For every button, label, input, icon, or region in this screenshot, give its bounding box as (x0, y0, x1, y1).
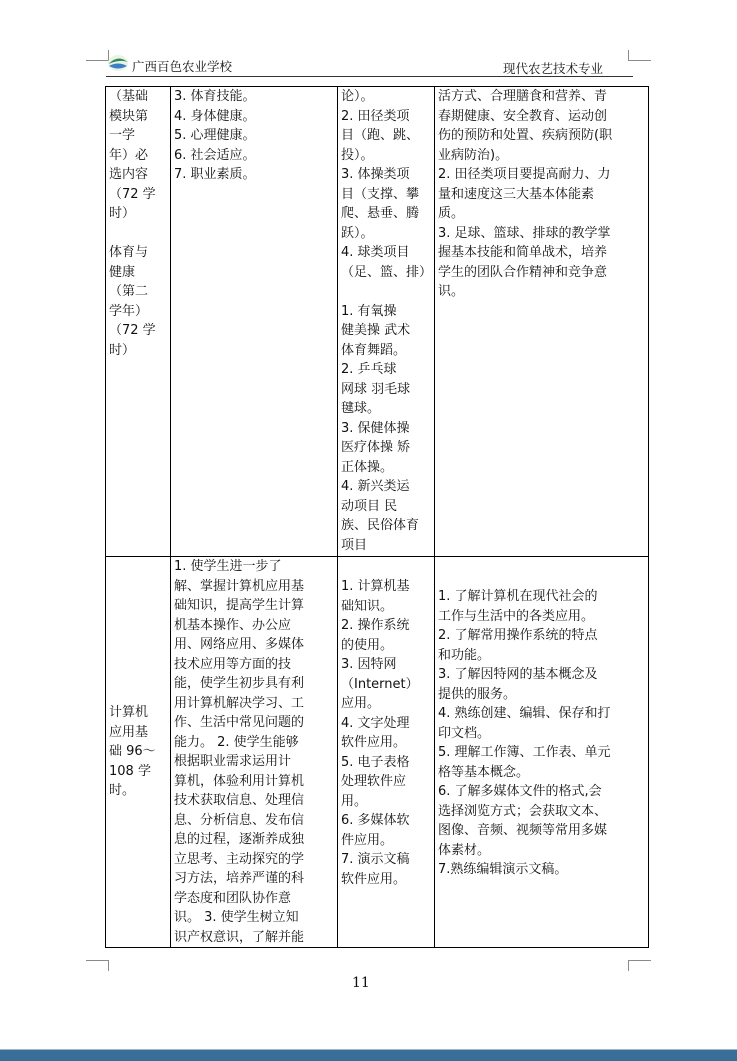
text-line: 6. 多媒体软 (341, 813, 410, 828)
text-line: 息、分析信息、发布信 (174, 812, 305, 828)
text-line: 模块第 (109, 108, 149, 124)
text-line: 格等基本概念。 (438, 764, 530, 780)
text-line: 目（跑、跳、 (341, 128, 420, 143)
text-line: 础知识，提高学生计算 (174, 598, 305, 613)
course-cell (106, 557, 171, 948)
text-line: 用、网络应用、多媒体 (174, 637, 305, 652)
text-line: 医疗体操 矫 (341, 440, 411, 455)
goals-cell (171, 87, 338, 557)
text-line: 算机，体验利用计算机 (174, 773, 305, 789)
text-line: 学态度和团队协作意 (174, 890, 292, 906)
curriculum-table (105, 86, 649, 948)
text-line: 5. 心理健康。 (174, 128, 256, 143)
text-line: 息的过程，逐渐养成独 (174, 832, 305, 847)
crop-mark-bottom-left (86, 960, 109, 971)
text-line: 时） (109, 206, 136, 221)
text-line: 4. 身体健康。 (174, 108, 256, 124)
text-line: 7. 演示文稿 (341, 852, 410, 867)
course-list (109, 87, 167, 360)
course-list (109, 703, 167, 801)
text-line: 4. 文字处理 (341, 715, 410, 731)
text-line: 解、掌握计算机应用基 (174, 578, 305, 594)
text-line: 伤的预防和处置、疾病预防(职 (438, 128, 613, 143)
text-line: 健美操 武术 (341, 323, 411, 338)
text-line: （72 学 (109, 323, 156, 338)
text-line: 学年） (109, 303, 149, 319)
text-line: 应用。 (341, 696, 381, 711)
text-line: 动项目 民 (341, 498, 398, 514)
text-line: 软件应用。 (341, 871, 407, 887)
text-line: 3. 保健体操 (341, 420, 410, 436)
text-line: （足、篮、排） (341, 264, 433, 280)
text-line: 一学 (109, 128, 136, 143)
text-line: 和功能。 (438, 647, 491, 663)
text-line: 习方法，培养严谨的科 (174, 871, 305, 886)
text-line: 健康 (109, 264, 136, 280)
text-line: 1. 了解计算机在现代社会的 (438, 589, 598, 604)
text-line: 体素材。 (438, 842, 491, 858)
text-line: 用计算机解决学习、工 (174, 695, 305, 711)
text-line: 量和速度这三大基本体能素 (438, 186, 595, 202)
text-line: 1. 有氧操 (341, 303, 397, 319)
text-line: 网球 羽毛球 (341, 381, 411, 397)
text-line: 108 学 (109, 763, 151, 779)
course-cell (106, 87, 171, 557)
text-line: 图像、音频、视频等常用多媒 (438, 823, 608, 838)
requirements-list (438, 557, 645, 880)
text-line: 础知识。 (341, 598, 394, 614)
text-line: 1. 计算机基 (341, 579, 410, 594)
text-line: 项目 (341, 537, 368, 553)
text-line: 3. 体育技能。 (174, 89, 256, 104)
goals-list (174, 557, 334, 947)
text-line: 6. 了解多媒体文件的格式,会 (438, 784, 602, 799)
requirements-cell (435, 557, 649, 948)
content-list (341, 87, 431, 555)
text-line: 2. 乒乓球 (341, 362, 397, 377)
text-line: 4. 新兴类运 (341, 479, 410, 494)
text-line: 处理软件应 (341, 774, 407, 789)
text-line: 立思考、主动探究的学 (174, 851, 305, 867)
table-row (106, 557, 649, 948)
text-line: 提供的服务。 (438, 686, 517, 702)
text-line: 业病防治)。 (438, 147, 509, 163)
text-line: 能，使学生初步具有利 (174, 676, 305, 691)
goals-list (174, 87, 334, 185)
table-row (106, 87, 649, 557)
text-line: 2. 了解常用操作系统的特点 (438, 628, 598, 643)
text-line: 1. 使学生进一步了 (174, 559, 282, 574)
text-line: 计算机 (109, 705, 149, 721)
text-line: 技术获取信息、处理信 (174, 793, 305, 808)
text-line: 4. 球类项目 (341, 245, 410, 260)
text-line (109, 224, 167, 244)
text-line: 质。 (438, 206, 465, 221)
text-line: 5. 理解工作簿、工作表、单元 (438, 745, 611, 760)
content-list (341, 557, 431, 889)
text-line: 能力。 2. 使学生能够 (174, 734, 299, 750)
text-line: 族、民俗体育 (341, 518, 420, 533)
text-line: （第二 (109, 284, 149, 299)
text-line: 3. 了解因特网的基本概念及 (438, 667, 598, 682)
text-line: （Internet） (341, 676, 419, 692)
text-line: 7. 职业素质。 (174, 167, 256, 182)
school-name: 广西百色农业学校 (132, 59, 233, 74)
text-line: 5. 电子表格 (341, 754, 410, 770)
text-line: 识。 (438, 284, 465, 299)
text-line: 毽球。 (341, 401, 381, 416)
content-cell (338, 557, 435, 948)
text-line: 6. 社会适应。 (174, 147, 256, 163)
text-line: 根据职业需求运用计 (174, 754, 292, 769)
text-line: 体育与 (109, 245, 149, 260)
major-name: 现代农艺技术专业 (502, 61, 603, 76)
text-line: 7.熟练编辑演示文稿。 (438, 862, 568, 877)
text-line: 印文档。 (438, 725, 491, 741)
text-line: 2. 操作系统 (341, 618, 410, 633)
text-line: 学生的团队合作精神和竞争意 (438, 264, 608, 280)
text-line: 选择浏览方式；会获取文本、 (438, 803, 608, 819)
text-line: 技术应用等方面的技 (174, 656, 292, 672)
text-line: 时。 (109, 783, 136, 799)
text-line: 正体操。 (341, 459, 394, 475)
goals-cell (171, 557, 338, 948)
crop-mark-bottom-right (628, 960, 651, 971)
text-line: 论）。 (341, 89, 374, 104)
text-line: 的使用。 (341, 637, 394, 653)
text-line: 件应用。 (341, 832, 394, 848)
text-line: 2. 田径类项 (341, 108, 410, 124)
page-header (106, 54, 633, 77)
text-line: 用。 (341, 793, 368, 809)
text-line: 体育舞蹈。 (341, 342, 407, 358)
text-line (341, 282, 431, 302)
content-cell (338, 87, 435, 557)
text-line: 机基本操作、办公应 (174, 617, 292, 633)
text-line: 3. 足球、篮球、排球的教学掌 (438, 225, 611, 241)
text-line: 础 96～ (109, 744, 156, 760)
text-line: 应用基 (109, 724, 149, 740)
text-line: 软件应用。 (341, 735, 407, 750)
requirements-cell (435, 87, 649, 557)
footer-bar (0, 1049, 737, 1061)
text-line: 投）。 (341, 147, 374, 163)
school-logo-icon (107, 54, 129, 72)
text-line: 时） (109, 342, 136, 358)
text-line: 识。 3. 使学生树立知 (174, 910, 299, 925)
text-line: 3. 因特网 (341, 657, 397, 672)
text-line: 目（支撑、攀 (341, 186, 420, 202)
text-line: 活方式、合理膳食和营养、青 (438, 89, 608, 104)
text-line: 春期健康、安全教育、运动创 (438, 108, 608, 124)
requirements-list (438, 87, 645, 302)
text-line: 4. 熟练创建、编辑、保存和打 (438, 706, 611, 721)
text-line: （72 学 (109, 186, 156, 202)
text-line: 握基本技能和简单战术，培养 (438, 245, 608, 260)
text-line: 3. 体操类项 (341, 167, 410, 182)
text-line: 选内容 (109, 167, 149, 182)
text-line: 工作与生活中的各类应用。 (438, 608, 595, 624)
text-line: 2. 田径类项目要提高耐力、力 (438, 167, 611, 182)
text-line: 识产权意识，了解并能 (174, 929, 305, 945)
text-line: （基础 (109, 89, 149, 104)
text-line: 作、生活中常见问题的 (174, 715, 305, 730)
text-line: 爬、悬垂、腾 (341, 206, 420, 221)
text-line: 跃）。 (341, 225, 374, 241)
text-line: 年）必 (109, 147, 149, 163)
page-number: 11 (352, 975, 370, 991)
